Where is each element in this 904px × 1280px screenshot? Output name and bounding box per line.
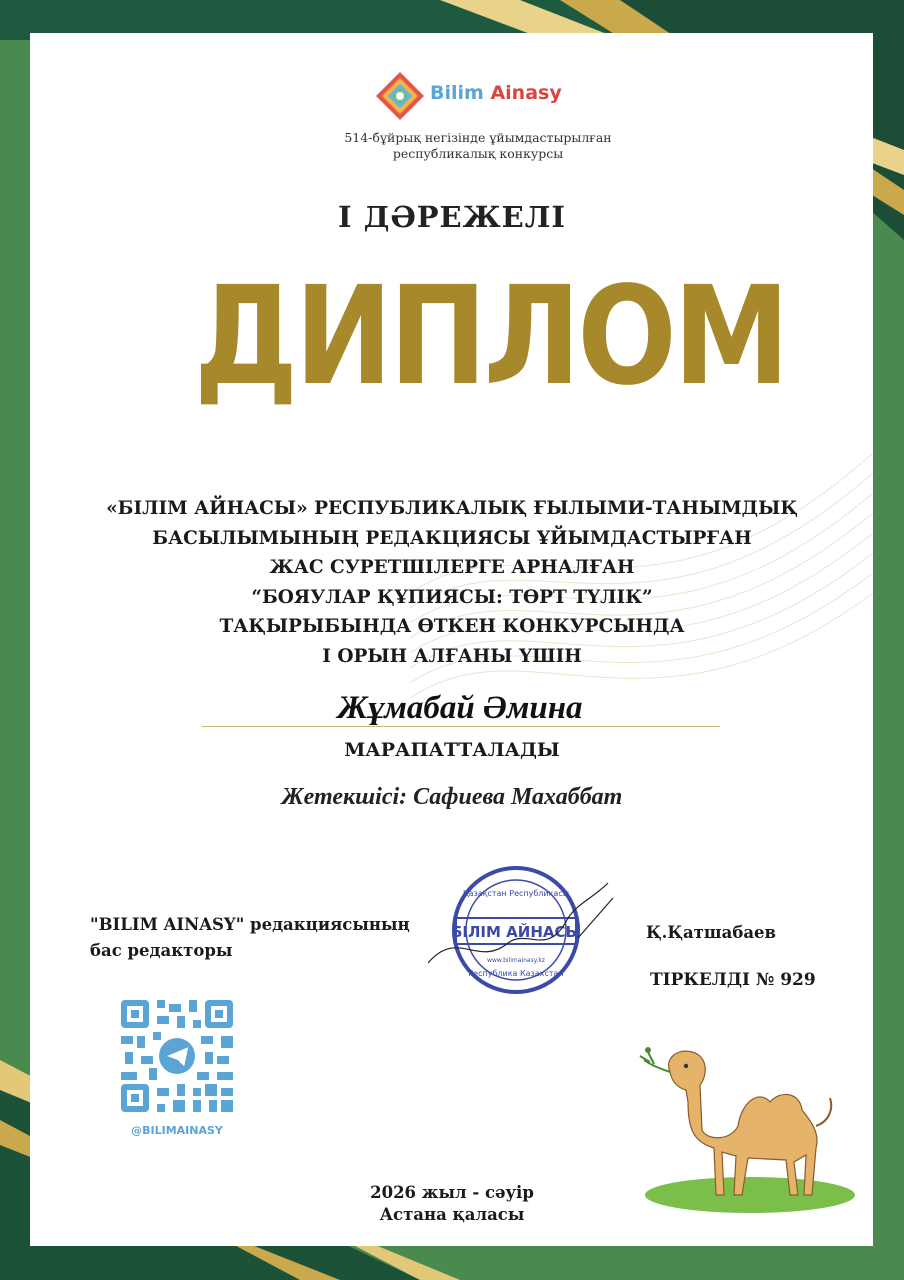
award-text [62, 494, 842, 671]
registration-number: ТІРКЕЛДІ № 929 [650, 970, 816, 990]
award-line-6: I ОРЫН АЛҒАНЫ ҮШІН [322, 645, 582, 667]
logo-word-bilim: Bilim [430, 82, 484, 104]
qr-handle: @BILIMAINASY [131, 1124, 223, 1137]
qr-code-icon [121, 1000, 233, 1112]
logo-word-ainasy: Ainasy [490, 82, 562, 104]
degree-heading: I ДӘРЕЖЕЛІ [338, 200, 566, 234]
contest-subtitle [300, 130, 656, 162]
subtitle-line-2: республикалық конкурсы [392, 146, 564, 161]
diploma-title: ДИПЛОМ [194, 258, 787, 416]
editor-line-1: "BILIM AINASY" редакциясының [90, 915, 410, 934]
official-stamp [428, 858, 628, 1003]
awarded-label: МАРАПАТТАЛАДЫ [344, 739, 560, 761]
award-line-1: «БІЛІМ АЙНАСЫ» РЕСПУБЛИКАЛЫҚ ҒЫЛЫМИ-ТАНЫМДЫҚ [106, 498, 798, 519]
stamp-center-text: БІЛІМ АЙНАСЫ [450, 923, 582, 941]
stamp-top-text: Қазақстан Республикасы [462, 889, 570, 898]
award-line-4: “БОЯУЛАР ҚҰПИЯСЫ: ТӨРТ ТҮЛІК” [251, 586, 653, 608]
stamp-bottom-text: Республика Казахстан [468, 969, 564, 978]
subtitle-line-1: 514-бұйрық негізінде ұйымдастырылған [344, 130, 612, 145]
award-line-3: ЖАС СУРЕТШІЛЕРГЕ АРНАЛҒАН [269, 557, 635, 578]
signer-name: Қ.Қатшабаев [646, 923, 776, 942]
recipient-name: Жұмабай Әмина [337, 690, 583, 726]
supervisor-name: Жетекшісі: Сафиева Махаббат [281, 784, 623, 810]
stamp-url-text: www.bilimainasy.kz [487, 957, 545, 964]
title-wrapper [152, 258, 787, 418]
recipient-underline [202, 726, 720, 727]
award-line-5: ТАҚЫРЫБЫНДА ӨТКЕН КОНКУРСЫНДА [219, 616, 685, 637]
award-line-2: БАСЫЛЫМЫНЫҢ РЕДАКЦИЯСЫ ҰЙЫМДАСТЫРҒАН [152, 527, 752, 549]
editor-title [90, 912, 420, 964]
footer-date: 2026 жыл - сәуір [370, 1183, 534, 1202]
bilim-ainasy-logo-icon [374, 70, 426, 122]
camel-illustration [630, 1030, 860, 1215]
editor-line-2: бас редакторы [90, 941, 233, 960]
footer-city: Астана қаласы [379, 1205, 525, 1224]
logo-wordmark [430, 82, 570, 104]
footer [300, 1182, 604, 1226]
